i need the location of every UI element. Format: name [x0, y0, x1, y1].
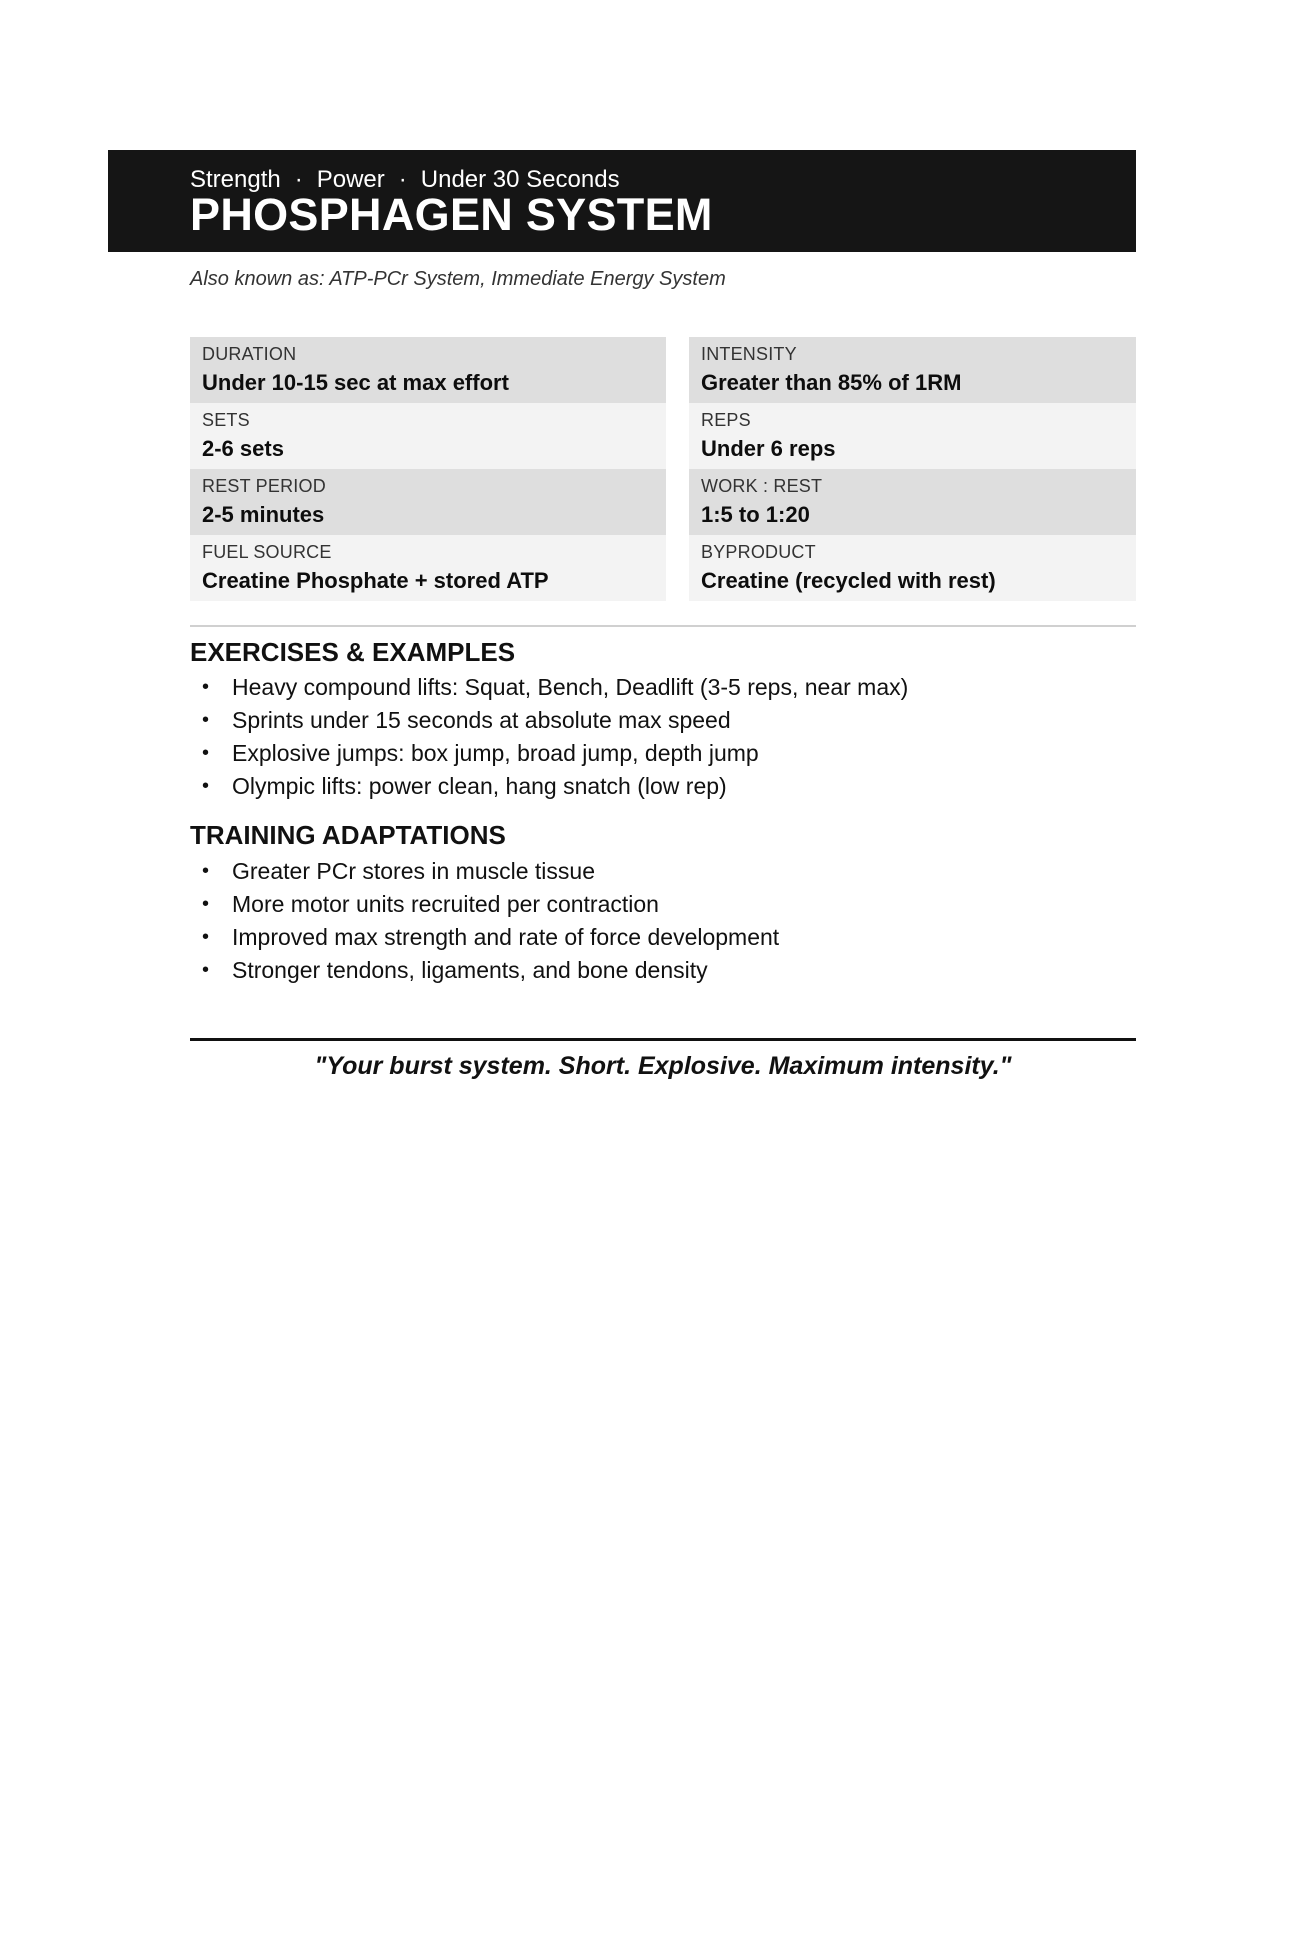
header-band — [108, 150, 1136, 252]
list-item-text: Greater PCr stores in muscle tissue — [232, 858, 596, 884]
exercises-list — [190, 671, 908, 803]
stat-work-rest — [689, 469, 1136, 535]
stat-value: Greater than 85% of 1RM — [701, 370, 962, 395]
list-item-text: Olympic lifts: power clean, hang snatch (low rep) — [232, 773, 727, 799]
stat-label: REST PERIOD — [202, 476, 326, 496]
stat-reps — [689, 403, 1136, 469]
stat-label: DURATION — [202, 344, 297, 364]
stat-sets — [190, 403, 666, 469]
also-known-as: Also known as: ATP-PCr System, Immediate Energy System — [190, 268, 726, 290]
list-item — [190, 888, 779, 921]
header-tag: Under 30 Seconds — [420, 166, 620, 193]
stat-intensity — [689, 337, 1136, 403]
section-divider — [190, 625, 1136, 627]
list-item — [190, 704, 908, 737]
list-item — [190, 954, 779, 987]
page-title: PHOSPHAGEN SYSTEM — [190, 189, 713, 240]
list-item-text: More motor units recruited per contraction — [232, 891, 659, 917]
adaptations-heading: TRAINING ADAPTATIONS — [190, 820, 506, 850]
exercises-heading: EXERCISES & EXAMPLES — [190, 637, 516, 667]
tag-separator: · — [294, 166, 303, 193]
stat-label: SETS — [202, 410, 250, 430]
bullet-icon: • — [202, 775, 210, 797]
list-item-text: Explosive jumps: box jump, broad jump, depth jump — [232, 740, 759, 766]
stat-duration — [190, 337, 666, 403]
list-item-text: Stronger tendons, ligaments, and bone density — [232, 957, 708, 983]
bullet-icon: • — [202, 676, 210, 698]
bullet-icon: • — [202, 742, 210, 764]
quote-divider — [190, 1038, 1136, 1041]
stat-byproduct — [689, 535, 1136, 601]
list-item-text: Improved max strength and rate of force development — [232, 924, 780, 950]
stat-label: INTENSITY — [701, 344, 797, 364]
header-tag: Strength — [190, 166, 281, 193]
stat-value: Creatine (recycled with rest) — [701, 568, 996, 593]
stat-value: 2-6 sets — [202, 436, 284, 461]
stat-value: Under 6 reps — [701, 436, 836, 461]
stat-value: 1:5 to 1:20 — [701, 502, 810, 527]
stat-rest-period — [190, 469, 666, 535]
stat-label: WORK : REST — [701, 476, 823, 496]
stat-label: FUEL SOURCE — [202, 542, 332, 562]
list-item-text: Heavy compound lifts: Squat, Bench, Deadlift (3-5 reps, near max) — [232, 674, 909, 700]
stat-value: Creatine Phosphate + stored ATP — [202, 568, 549, 593]
closing-quote: "Your burst system. Short. Explosive. Maximum intensity." — [314, 1052, 1012, 1080]
list-item — [190, 671, 908, 704]
list-item — [190, 855, 779, 888]
stat-value: Under 10-15 sec at max effort — [202, 370, 509, 395]
stat-fuel-source — [190, 535, 666, 601]
adaptations-list — [190, 855, 779, 987]
bullet-icon: • — [202, 959, 210, 981]
bullet-icon: • — [202, 860, 210, 882]
bullet-icon: • — [202, 893, 210, 915]
header-tag: Power — [316, 166, 385, 193]
stat-label: REPS — [701, 410, 751, 430]
bullet-icon: • — [202, 709, 210, 731]
bullet-icon: • — [202, 926, 210, 948]
tag-separator: · — [398, 166, 407, 193]
stats-left-column — [190, 337, 666, 601]
stat-label: BYPRODUCT — [701, 542, 816, 562]
stat-value: 2-5 minutes — [202, 502, 325, 527]
list-item-text: Sprints under 15 seconds at absolute max speed — [232, 707, 731, 733]
list-item — [190, 737, 908, 770]
list-item — [190, 770, 908, 803]
list-item — [190, 921, 779, 954]
stats-right-column — [689, 337, 1136, 601]
